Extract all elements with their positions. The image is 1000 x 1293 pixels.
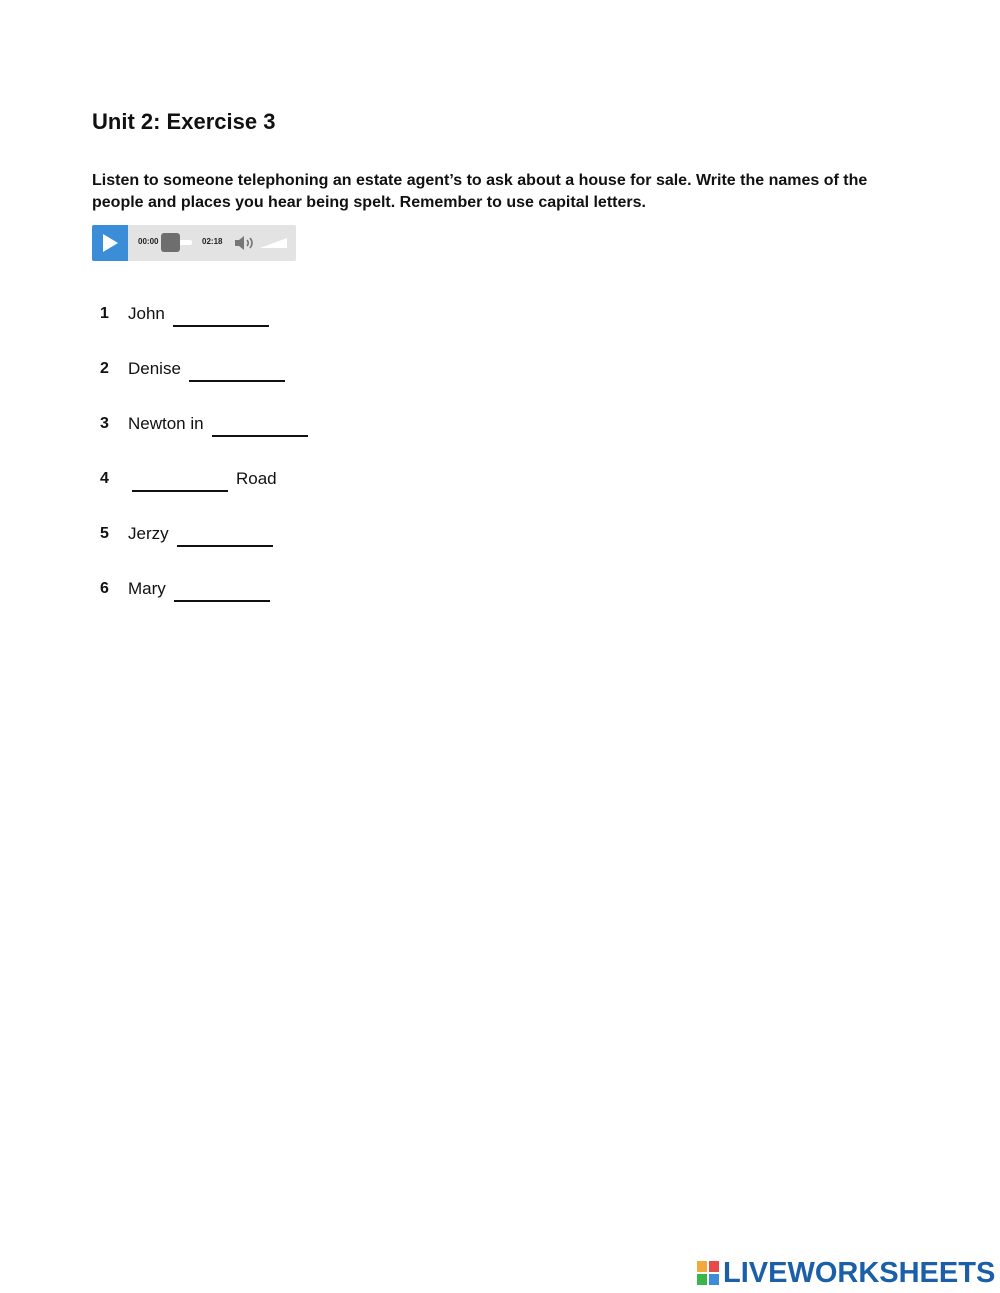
answer-field-2[interactable] — [189, 362, 285, 382]
total-time: 02:18 — [202, 237, 223, 246]
answer-field-4[interactable] — [132, 472, 228, 492]
question-number: 5 — [100, 525, 109, 542]
instructions: Listen to someone telephoning an estate agent’s to ask about a house for sale. Write the names of the people and places you hear being spelt. Remember to use capital letters. — [92, 172, 868, 211]
question-number: 2 — [100, 360, 109, 377]
answer-field-6[interactable] — [174, 582, 270, 602]
question-text: Denise — [128, 359, 181, 378]
question-6 — [100, 577, 270, 601]
play-icon — [101, 233, 119, 253]
question-text: John — [128, 304, 165, 323]
question-number: 6 — [100, 580, 109, 597]
question-4 — [100, 467, 277, 491]
brand-name: LIVEWORKSHEETS — [723, 1257, 996, 1289]
question-text-after: Road — [236, 469, 277, 488]
page-title: Unit 2: Exercise 3 — [92, 109, 276, 134]
question-text: Mary — [128, 579, 166, 598]
question-text: Jerzy — [128, 524, 169, 543]
brand-logo — [697, 1258, 995, 1288]
volume-icon[interactable] — [234, 235, 258, 251]
question-2 — [100, 357, 285, 381]
question-3 — [100, 412, 308, 436]
play-button[interactable] — [92, 225, 128, 261]
question-number: 3 — [100, 415, 109, 432]
question-1 — [100, 302, 269, 326]
current-time: 00:00 — [138, 237, 159, 246]
answer-field-3[interactable] — [212, 417, 308, 437]
audio-player — [92, 225, 296, 261]
answer-field-1[interactable] — [173, 307, 269, 327]
liveworksheets-logo-icon — [697, 1261, 719, 1285]
question-5 — [100, 522, 273, 546]
question-number: 1 — [100, 305, 109, 322]
seek-handle[interactable] — [161, 233, 180, 252]
answer-field-5[interactable] — [177, 527, 273, 547]
question-text: Newton in — [128, 414, 204, 433]
volume-slider[interactable] — [260, 237, 288, 249]
question-number: 4 — [100, 470, 109, 487]
